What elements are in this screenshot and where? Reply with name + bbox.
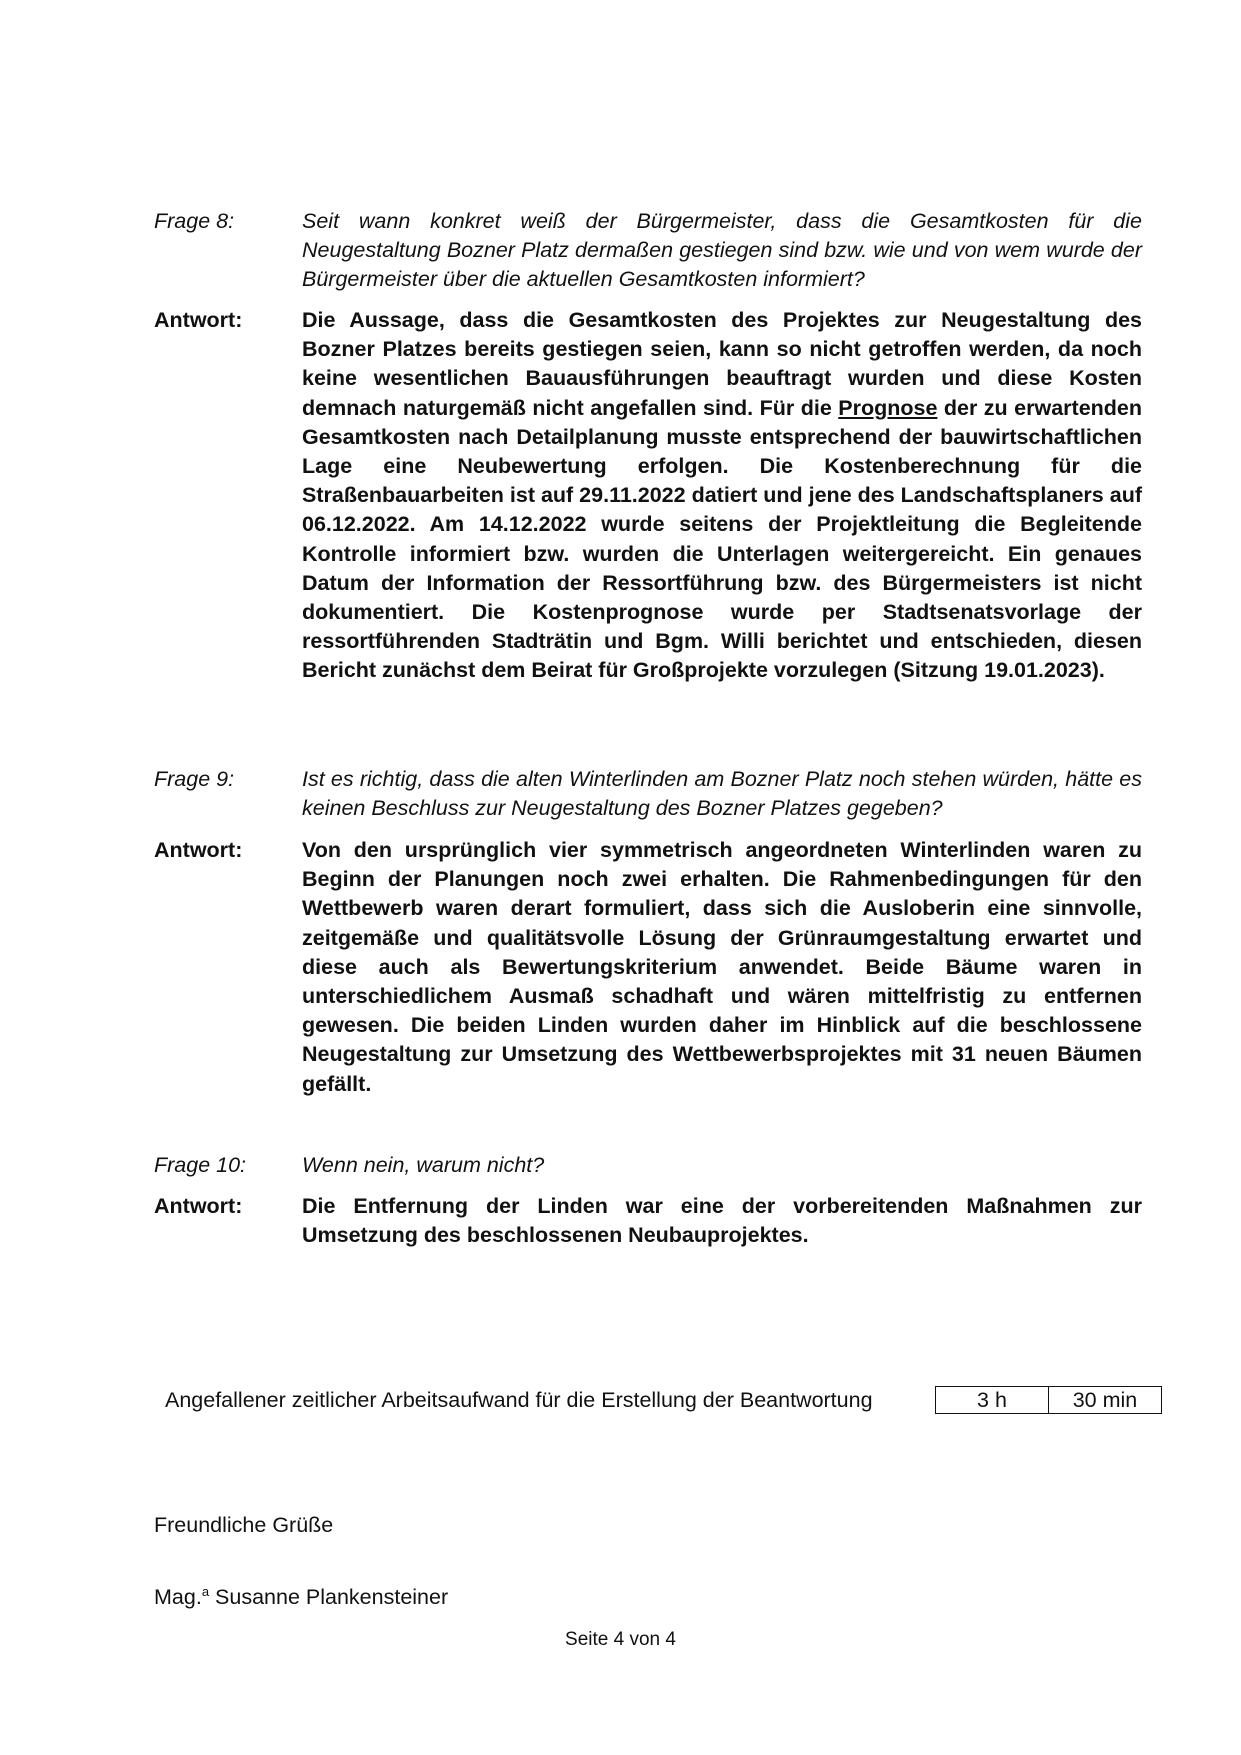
- answer-text: Von den ursprünglich vier symmetrisch angeordneten Winterlinden waren zu Beginn der Planungen noch zwei erhalten. Die Rahmenbedingungen für den Wettbewerb waren derart formuliert, dass sich die Ausloberin eine sinnvolle, zeitgemäße und qualitätsvolle Lösung der Grünraumgestaltung erwartet und diese auch als Bewertungskriterium anwendet. Beide Bäume waren in unterschiedlichem Ausmaß schadhaft und wären mittelfristig zu entfernen gewesen. Die beiden Linden wurden daher im Hinblick auf die beschlossene Neugestaltung zur Umsetzung des Wettbewerbsprojektes mit 31 neuen Bäumen gefällt.: [302, 838, 1142, 1096]
- effort-row: [165, 1386, 1162, 1414]
- question-10: [154, 1151, 1142, 1180]
- answer-text: Die Entfernung der Linden war eine der vorbereitenden Maßnahmen zur Umsetzung des beschlossenen Neubauprojektes.: [302, 1194, 1142, 1248]
- question-9: [154, 765, 1142, 823]
- answer-label: Antwort:: [154, 308, 243, 332]
- answer-text: [302, 306, 1142, 686]
- title-prefix: Mag.: [154, 1585, 202, 1609]
- effort-minutes: 30 min: [1049, 1387, 1162, 1414]
- answer-9: [154, 836, 1142, 1099]
- question-8: [154, 207, 1142, 295]
- answer-label: Antwort:: [154, 838, 243, 862]
- question-text: Seit wann konkret weiß der Bürgermeister, dass die Gesamtkosten für die Neugestaltung Bozner Platz dermaßen gestiegen sind bzw. wie und von wem wurde der Bürgermeister über die aktuellen Gesamtkosten informiert?: [302, 209, 1142, 292]
- question-label: Frage 10:: [154, 1153, 247, 1177]
- answer-8: [154, 306, 1142, 686]
- question-label: Frage 9:: [154, 767, 235, 791]
- question-text: Wenn nein, warum nicht?: [302, 1153, 545, 1177]
- effort-hours: 3 h: [936, 1387, 1049, 1414]
- signature: [154, 1584, 448, 1610]
- question-text: Ist es richtig, dass die alten Winterlinden am Bozner Platz noch stehen würden, hätte es keinen Beschluss zur Neugestaltung des Bozner Platzes gegeben?: [302, 767, 1142, 821]
- underlined-term: Prognose: [838, 395, 938, 420]
- effort-label: Angefallener zeitlicher Arbeitsaufwand für die Erstellung der Beantwortung: [165, 1387, 873, 1412]
- answer-text-part: Die Aussage, dass die Gesamtkosten des Projektes zur Neugestaltung des Bozner Platzes bereits gestiegen seien, kann so nicht getroffen werden, da noch keine wesentlichen Bauausführungen beauftragt wurden und diese Kosten demnach naturgemäß nicht angefallen sind. Für die: [302, 308, 1142, 420]
- title-suffix: a: [201, 1584, 210, 1599]
- signer-name: Susanne Plankensteiner: [215, 1585, 449, 1609]
- effort-table: [935, 1386, 1162, 1414]
- question-label: Frage 8:: [154, 209, 235, 233]
- page-number: Seite 4 von 4: [565, 1629, 676, 1650]
- answer-10: [154, 1192, 1142, 1250]
- greeting: Freundliche Grüße: [154, 1513, 334, 1537]
- answer-label: Antwort:: [154, 1194, 243, 1218]
- answer-text-part: der zu erwartenden Gesamtkosten nach Detailplanung musste entsprechend der bauwirtschaftlichen Lage eine Neubewertung erfolgen. Die Kostenberechnung für die Straßenbauarbeiten ist auf 29.11.2022 datiert und jene des Landschaftsplaners auf 06.12.2022. Am 14.12.2022 wurde seitens der Projektleitung die Begleitende Kontrolle informiert bzw. wurden die Unterlagen weitergereicht. Ein genaues Datum der Information der Ressortführung bzw. des Bürgermeisters ist nicht dokumentiert. Die Kostenprognose wurde per Stadtsenatsvorlage der ressortführenden Stadträtin und Bgm. Willi berichtet und entschieden, diesen Bericht zunächst dem Beirat für Großprojekte vorzulegen (Sitzung 19.01.2023).: [302, 395, 1143, 683]
